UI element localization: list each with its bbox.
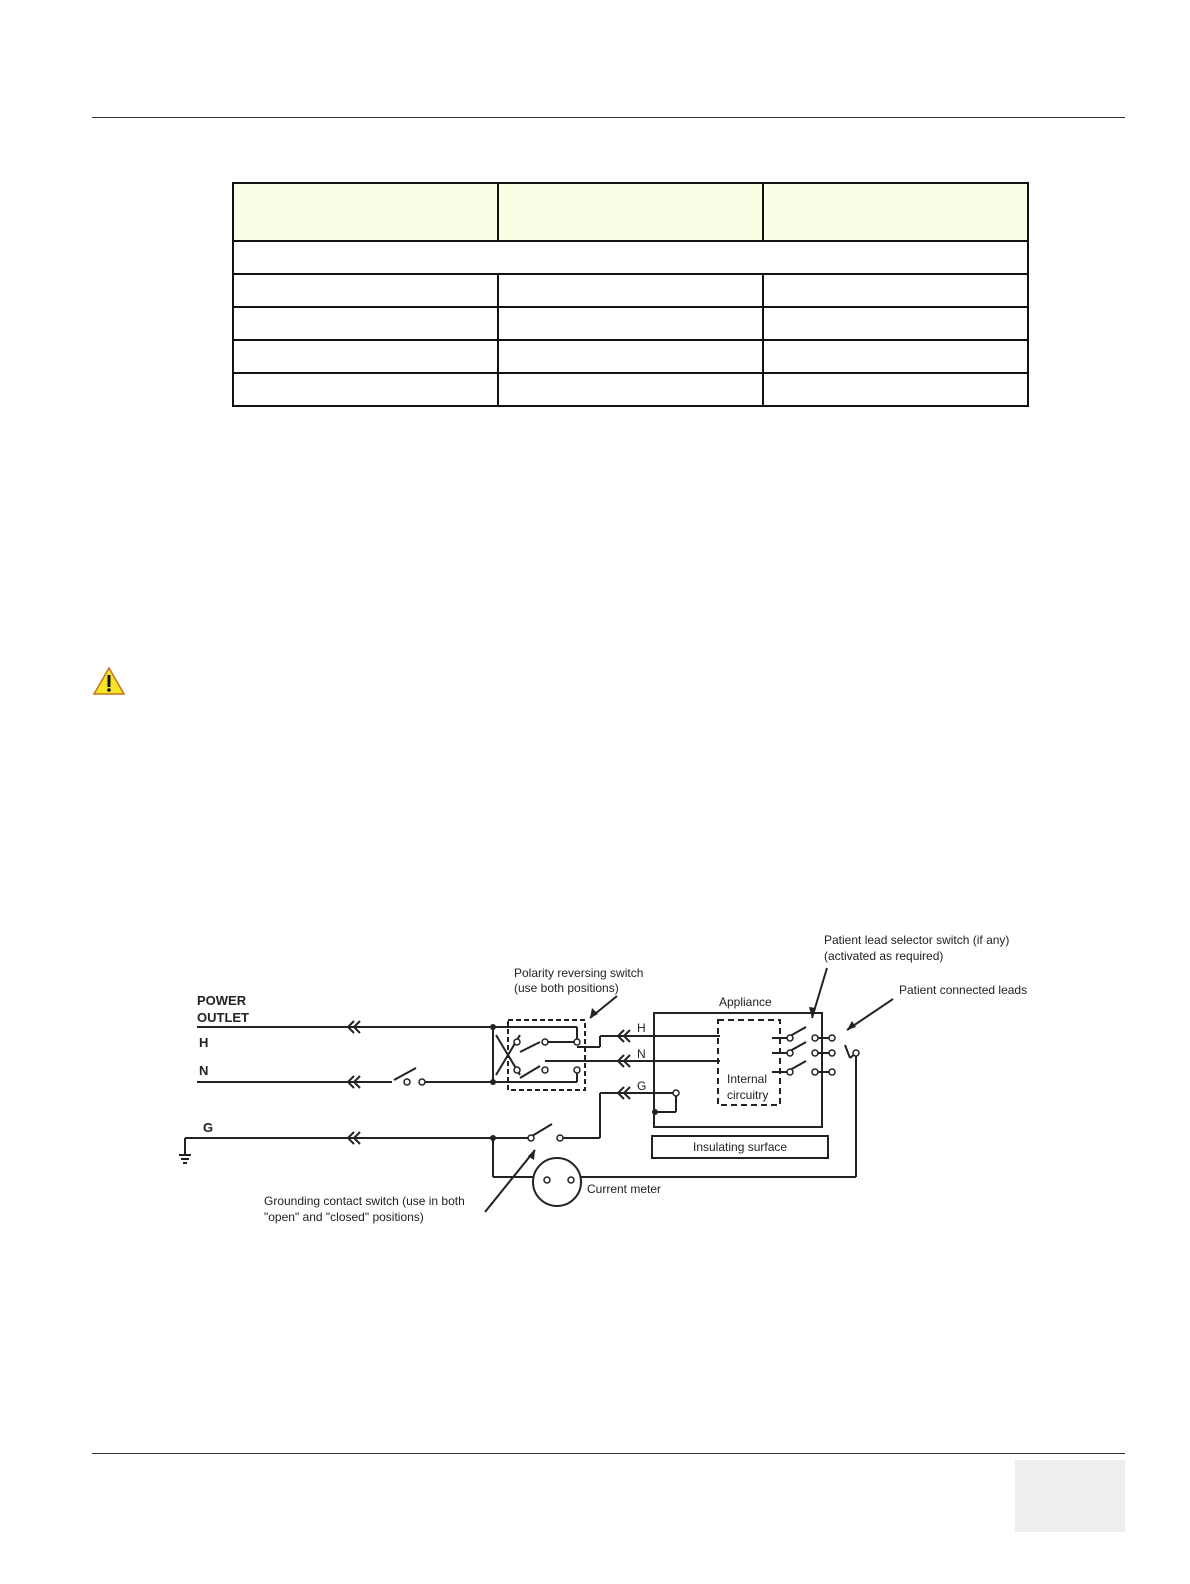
n-label: N bbox=[199, 1063, 209, 1078]
footer-rule bbox=[92, 1453, 1125, 1454]
g-label: G bbox=[637, 1079, 647, 1093]
insulating-surface-label: Insulating surface bbox=[693, 1140, 788, 1154]
appliance-label: Appliance bbox=[719, 995, 772, 1009]
h-label: H bbox=[637, 1021, 646, 1035]
internal-circuitry-label: Internal bbox=[727, 1072, 768, 1086]
polarity-switch-label: Polarity reversing switch bbox=[514, 966, 644, 980]
h-label: H bbox=[199, 1035, 209, 1050]
grounding-switch-label: Grounding contact switch (use in both bbox=[264, 1194, 465, 1208]
power-outlet-label: OUTLET bbox=[197, 1010, 249, 1025]
polarity-switch-label: (use both positions) bbox=[514, 981, 619, 995]
power-outlet-label: POWER bbox=[197, 993, 247, 1008]
grounding-switch-label: "open" and "closed" positions) bbox=[264, 1210, 424, 1224]
internal-circuitry-label: circuitry bbox=[727, 1088, 769, 1102]
patient-leads-label: Patient connected leads bbox=[899, 983, 1028, 997]
g-label: G bbox=[203, 1120, 214, 1135]
selector-switch-label: (activated as required) bbox=[824, 949, 944, 963]
selector-switch-label: Patient lead selector switch (if any) bbox=[824, 933, 1010, 947]
page-number-box bbox=[1015, 1460, 1125, 1532]
n-label: N bbox=[637, 1047, 646, 1061]
current-meter-label: Current meter bbox=[587, 1182, 662, 1196]
